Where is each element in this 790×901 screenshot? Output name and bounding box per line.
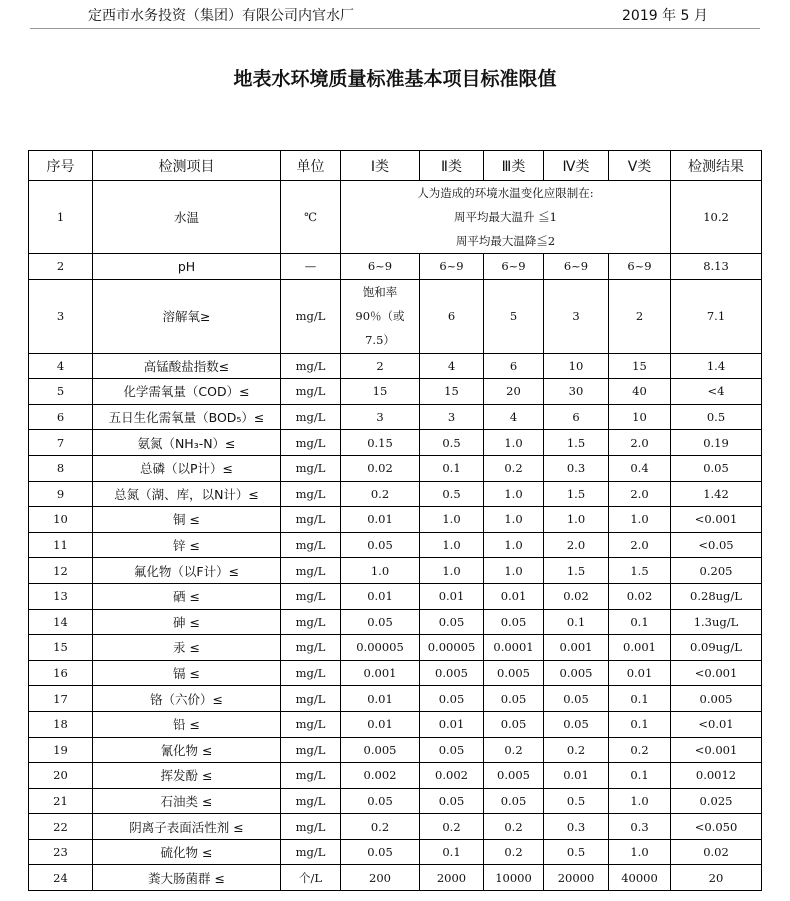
row-class-2: 0.005 xyxy=(420,660,484,686)
row-no: 7 xyxy=(29,430,93,456)
row-class-5: 0.1 xyxy=(609,711,671,737)
row-class-3: 0.05 xyxy=(484,609,544,635)
row-class-1: 0.15 xyxy=(341,430,420,456)
row-class-4: 0.005 xyxy=(544,660,609,686)
row-class-2: 1.0 xyxy=(420,507,484,533)
note-line: 周平均最大温降≦2 xyxy=(455,234,556,248)
row-no: 24 xyxy=(29,865,93,891)
row-class-5: 40 xyxy=(609,379,671,405)
row-class-3: 0.05 xyxy=(484,711,544,737)
row-result: 1.4 xyxy=(671,353,762,379)
row-item: 氟化物（以F计）≤ xyxy=(93,558,281,584)
row-result: <0.01 xyxy=(671,711,762,737)
row-class-5: 2 xyxy=(609,279,671,353)
header-class-3: Ⅲ类 xyxy=(484,151,544,181)
document-title: 地表水环境质量标准基本项目标准限值 xyxy=(233,68,557,90)
row-no: 11 xyxy=(29,532,93,558)
row-result: <0.001 xyxy=(671,660,762,686)
header-class-4: Ⅳ类 xyxy=(544,151,609,181)
organization-name: 定西市水务投资（集团）有限公司内官水厂 xyxy=(88,8,354,24)
row-class-4: 0.01 xyxy=(544,763,609,789)
row-item: 锌 ≤ xyxy=(93,532,281,558)
row-no: 23 xyxy=(29,839,93,865)
row-item: 氨氮（NH₃-N）≤ xyxy=(93,430,281,456)
row-class-3: 1.0 xyxy=(484,430,544,456)
row-class-2: 0.1 xyxy=(420,839,484,865)
row-result: <0.050 xyxy=(671,814,762,840)
row-class-5: 1.0 xyxy=(609,788,671,814)
row-class-3: 0.2 xyxy=(484,839,544,865)
row-unit: mg/L xyxy=(281,455,341,481)
row-no: 8 xyxy=(29,455,93,481)
row-no: 14 xyxy=(29,609,93,635)
row-class-3: 0.05 xyxy=(484,788,544,814)
row-unit: mg/L xyxy=(281,404,341,430)
row-class-1: 0.01 xyxy=(341,711,420,737)
row-class-1: 0.002 xyxy=(341,763,420,789)
row-class-2: 0.01 xyxy=(420,711,484,737)
row-item: 铬（六价）≤ xyxy=(93,686,281,712)
row-unit: mg/L xyxy=(281,430,341,456)
row-class-4: 6 xyxy=(544,404,609,430)
row-class-1: 3 xyxy=(341,404,420,430)
row-class-4: 0.02 xyxy=(544,583,609,609)
row-unit: mg/L xyxy=(281,558,341,584)
row-item: 铅 ≤ xyxy=(93,711,281,737)
row-class-4: 1.5 xyxy=(544,481,609,507)
note-line: 周平均最大温升 ≦1 xyxy=(454,210,557,224)
row-item: 五日生化需氧量（BOD₅）≤ xyxy=(93,404,281,430)
header-class-2: Ⅱ类 xyxy=(420,151,484,181)
table-row xyxy=(29,711,762,737)
row-class-1: 0.05 xyxy=(341,609,420,635)
table-row xyxy=(29,814,762,840)
row-class-5: 1.5 xyxy=(609,558,671,584)
row-class-1: 0.02 xyxy=(341,455,420,481)
row-result: <0.05 xyxy=(671,532,762,558)
row-class-2: 6 xyxy=(420,279,484,353)
row-class-1: 0.01 xyxy=(341,686,420,712)
row-class-2: 0.002 xyxy=(420,763,484,789)
row-class-2: 0.05 xyxy=(420,686,484,712)
table-row xyxy=(29,481,762,507)
row-result: 8.13 xyxy=(671,254,762,280)
row-class-2: 1.0 xyxy=(420,558,484,584)
row-class-4: 0.3 xyxy=(544,455,609,481)
row-class-3: 0.05 xyxy=(484,686,544,712)
row-result: <0.001 xyxy=(671,737,762,763)
table-row xyxy=(29,254,762,280)
row-class-4: 20000 xyxy=(544,865,609,891)
table-row xyxy=(29,737,762,763)
row-class-4: 0.5 xyxy=(544,839,609,865)
row-item: 挥发酚 ≤ xyxy=(93,763,281,789)
row-class-1: 0.00005 xyxy=(341,635,420,661)
row-class-4: 10 xyxy=(544,353,609,379)
row-result: 0.19 xyxy=(671,430,762,456)
header-rule xyxy=(30,28,760,29)
row-unit: mg/L xyxy=(281,532,341,558)
row-unit: mg/L xyxy=(281,481,341,507)
report-date: 2019 年 5 月 xyxy=(622,8,708,24)
row-class-5: 0.01 xyxy=(609,660,671,686)
header-class-5: Ⅴ类 xyxy=(609,151,671,181)
row-unit: mg/L xyxy=(281,686,341,712)
row-no: 16 xyxy=(29,660,93,686)
table-row xyxy=(29,532,762,558)
table-row xyxy=(29,583,762,609)
row-class-4: 1.5 xyxy=(544,430,609,456)
row-class-3: 10000 xyxy=(484,865,544,891)
row-class-4: 0.001 xyxy=(544,635,609,661)
row-class-3: 0.005 xyxy=(484,660,544,686)
row-class-2: 3 xyxy=(420,404,484,430)
row-no: 2 xyxy=(29,254,93,280)
row-result: 1.3ug/L xyxy=(671,609,762,635)
row-class-2: 0.5 xyxy=(420,481,484,507)
table-row xyxy=(29,660,762,686)
row-class-3: 4 xyxy=(484,404,544,430)
row-class-3: 0.01 xyxy=(484,583,544,609)
row-class-1: 0.01 xyxy=(341,583,420,609)
row-unit: mg/L xyxy=(281,839,341,865)
row-class-5: 2.0 xyxy=(609,532,671,558)
row-class-4: 0.05 xyxy=(544,686,609,712)
row-item: 汞 ≤ xyxy=(93,635,281,661)
row-class-3: 0.2 xyxy=(484,737,544,763)
row-class-5: 0.1 xyxy=(609,609,671,635)
row-result: 0.005 xyxy=(671,686,762,712)
row-class-5: 6~9 xyxy=(609,254,671,280)
row-no: 20 xyxy=(29,763,93,789)
row-class-1: 0.2 xyxy=(341,481,420,507)
row-class-3: 1.0 xyxy=(484,558,544,584)
row-no: 17 xyxy=(29,686,93,712)
table-row xyxy=(29,404,762,430)
row-class-1: 0.01 xyxy=(341,507,420,533)
row-item: 铜 ≤ xyxy=(93,507,281,533)
row-item: 高锰酸盐指数≤ xyxy=(93,353,281,379)
row-item: 总氮（湖、库，以N计）≤ xyxy=(93,481,281,507)
row-unit: mg/L xyxy=(281,583,341,609)
row-class-5: 1.0 xyxy=(609,507,671,533)
row-result: 0.025 xyxy=(671,788,762,814)
row-class-1: 0.05 xyxy=(341,839,420,865)
header-item: 检测项目 xyxy=(93,151,281,181)
row-unit: mg/L xyxy=(281,279,341,353)
row-result: 0.5 xyxy=(671,404,762,430)
row-no: 1 xyxy=(29,181,93,254)
row-result: 0.05 xyxy=(671,455,762,481)
table-row xyxy=(29,788,762,814)
row-item: 粪大肠菌群 ≤ xyxy=(93,865,281,891)
row-result: 20 xyxy=(671,865,762,891)
table-row xyxy=(29,865,762,891)
row-class-5: 1.0 xyxy=(609,839,671,865)
row-class-1: 0.005 xyxy=(341,737,420,763)
do-line: 饱和率 xyxy=(362,285,398,300)
row-class-2: 4 xyxy=(420,353,484,379)
row-unit: mg/L xyxy=(281,507,341,533)
row-unit: mg/L xyxy=(281,353,341,379)
row-result: 1.42 xyxy=(671,481,762,507)
row-class-4: 2.0 xyxy=(544,532,609,558)
row-class-5: 0.02 xyxy=(609,583,671,609)
header-no: 序号 xyxy=(29,151,93,181)
row-class-4: 3 xyxy=(544,279,609,353)
row-unit: — xyxy=(281,254,341,280)
table-row xyxy=(29,279,762,353)
row-class-1: 0.05 xyxy=(341,788,420,814)
row-result: 0.09ug/L xyxy=(671,635,762,661)
row-result: 0.02 xyxy=(671,839,762,865)
row-unit: mg/L xyxy=(281,814,341,840)
table-row xyxy=(29,379,762,405)
table-row xyxy=(29,686,762,712)
table-row xyxy=(29,839,762,865)
row-class-2: 0.2 xyxy=(420,814,484,840)
row-result: <0.001 xyxy=(671,507,762,533)
row-unit: mg/L xyxy=(281,788,341,814)
row-class-2: 0.5 xyxy=(420,430,484,456)
row-item: 氰化物 ≤ xyxy=(93,737,281,763)
row-class-4: 30 xyxy=(544,379,609,405)
row-class-1: 200 xyxy=(341,865,420,891)
row-result: 0.0012 xyxy=(671,763,762,789)
row-class-4: 0.1 xyxy=(544,609,609,635)
table-row xyxy=(29,455,762,481)
row-class-5: 0.1 xyxy=(609,686,671,712)
row-no: 13 xyxy=(29,583,93,609)
row-unit: mg/L xyxy=(281,711,341,737)
row-class-3: 0.005 xyxy=(484,763,544,789)
table-row xyxy=(29,181,762,254)
row-class-2: 0.05 xyxy=(420,609,484,635)
row-item: 石油类 ≤ xyxy=(93,788,281,814)
water-temp-note xyxy=(341,181,671,254)
row-no: 21 xyxy=(29,788,93,814)
row-unit: mg/L xyxy=(281,737,341,763)
header-unit: 单位 xyxy=(281,151,341,181)
row-class-3: 20 xyxy=(484,379,544,405)
row-unit: 个/L xyxy=(281,865,341,891)
table-row xyxy=(29,609,762,635)
do-line: 90％（或 xyxy=(355,309,405,324)
row-class-1: 15 xyxy=(341,379,420,405)
row-class-5: 40000 xyxy=(609,865,671,891)
table-header-row xyxy=(29,151,762,181)
table-row xyxy=(29,635,762,661)
table-row xyxy=(29,763,762,789)
row-unit: mg/L xyxy=(281,609,341,635)
row-item: 溶解氧≥ xyxy=(93,279,281,353)
row-item: 总磷（以P计）≤ xyxy=(93,455,281,481)
row-no: 6 xyxy=(29,404,93,430)
table-row xyxy=(29,507,762,533)
row-no: 10 xyxy=(29,507,93,533)
row-class-1: 0.2 xyxy=(341,814,420,840)
row-item: 硒 ≤ xyxy=(93,583,281,609)
row-class-2: 0.00005 xyxy=(420,635,484,661)
row-class-4: 0.3 xyxy=(544,814,609,840)
row-class-5: 10 xyxy=(609,404,671,430)
row-class-1 xyxy=(341,279,420,353)
row-item: 砷 ≤ xyxy=(93,609,281,635)
row-class-5: 0.1 xyxy=(609,763,671,789)
row-item: 硫化物 ≤ xyxy=(93,839,281,865)
row-class-3: 1.0 xyxy=(484,532,544,558)
row-no: 12 xyxy=(29,558,93,584)
row-class-4: 0.2 xyxy=(544,737,609,763)
row-class-4: 0.05 xyxy=(544,711,609,737)
row-item: 镉 ≤ xyxy=(93,660,281,686)
row-class-2: 15 xyxy=(420,379,484,405)
row-unit: mg/L xyxy=(281,763,341,789)
row-no: 22 xyxy=(29,814,93,840)
row-class-3: 0.2 xyxy=(484,814,544,840)
row-class-2: 1.0 xyxy=(420,532,484,558)
row-class-1: 0.001 xyxy=(341,660,420,686)
row-item: 阴离子表面活性剂 ≤ xyxy=(93,814,281,840)
standards-table xyxy=(28,150,762,891)
row-unit: mg/L xyxy=(281,379,341,405)
row-result: <4 xyxy=(671,379,762,405)
row-class-5: 0.4 xyxy=(609,455,671,481)
row-no: 3 xyxy=(29,279,93,353)
row-item: 化学需氧量（COD）≤ xyxy=(93,379,281,405)
row-result: 10.2 xyxy=(671,181,762,254)
row-class-2: 0.05 xyxy=(420,788,484,814)
row-result: 0.28ug/L xyxy=(671,583,762,609)
row-class-4: 1.0 xyxy=(544,507,609,533)
row-no: 19 xyxy=(29,737,93,763)
table-row xyxy=(29,430,762,456)
row-class-5: 0.3 xyxy=(609,814,671,840)
row-class-1: 2 xyxy=(341,353,420,379)
row-class-1: 0.05 xyxy=(341,532,420,558)
note-line: 人为造成的环境水温变化应限制在: xyxy=(417,186,594,200)
row-class-2: 0.05 xyxy=(420,737,484,763)
row-class-2: 2000 xyxy=(420,865,484,891)
row-result: 0.205 xyxy=(671,558,762,584)
row-class-5: 2.0 xyxy=(609,481,671,507)
row-class-2: 0.1 xyxy=(420,455,484,481)
row-class-1: 1.0 xyxy=(341,558,420,584)
row-no: 9 xyxy=(29,481,93,507)
row-class-1: 6~9 xyxy=(341,254,420,280)
row-class-4: 1.5 xyxy=(544,558,609,584)
row-no: 5 xyxy=(29,379,93,405)
row-class-4: 6~9 xyxy=(544,254,609,280)
header-class-1: Ⅰ类 xyxy=(341,151,420,181)
row-no: 18 xyxy=(29,711,93,737)
row-class-5: 0.2 xyxy=(609,737,671,763)
document-header xyxy=(0,5,790,25)
row-no: 4 xyxy=(29,353,93,379)
table-row xyxy=(29,353,762,379)
row-result: 7.1 xyxy=(671,279,762,353)
row-class-5: 0.001 xyxy=(609,635,671,661)
row-class-3: 0.2 xyxy=(484,455,544,481)
row-no: 15 xyxy=(29,635,93,661)
row-unit: mg/L xyxy=(281,660,341,686)
row-class-3: 5 xyxy=(484,279,544,353)
row-class-5: 15 xyxy=(609,353,671,379)
row-unit: ℃ xyxy=(281,181,341,254)
do-line: 7.5） xyxy=(365,333,395,348)
row-class-4: 0.5 xyxy=(544,788,609,814)
row-class-3: 1.0 xyxy=(484,507,544,533)
row-class-3: 0.0001 xyxy=(484,635,544,661)
row-class-2: 0.01 xyxy=(420,583,484,609)
row-unit: mg/L xyxy=(281,635,341,661)
header-result: 检测结果 xyxy=(671,151,762,181)
row-class-5: 2.0 xyxy=(609,430,671,456)
table-row xyxy=(29,558,762,584)
row-item: 水温 xyxy=(93,181,281,254)
row-class-2: 6~9 xyxy=(420,254,484,280)
row-class-3: 6 xyxy=(484,353,544,379)
row-class-3: 6~9 xyxy=(484,254,544,280)
row-item: pH xyxy=(93,254,281,280)
row-class-3: 1.0 xyxy=(484,481,544,507)
